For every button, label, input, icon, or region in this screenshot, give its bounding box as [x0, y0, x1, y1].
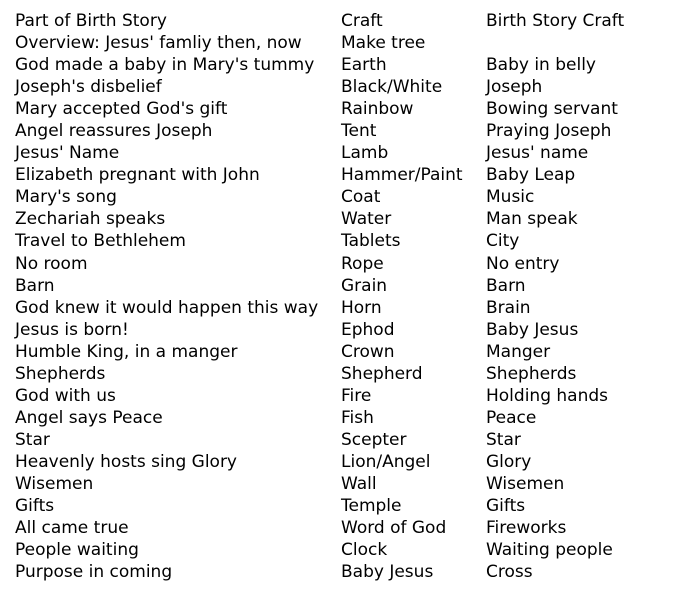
story-part-cell: Wisemen	[15, 474, 94, 494]
story-part-cell: God knew it would happen this way	[15, 297, 319, 318]
table-row	[15, 76, 685, 98]
birth-story-craft-cell: Waiting people	[486, 540, 613, 561]
birth-story-craft-cell: Peace	[486, 407, 537, 428]
birth-story-craft-cell: Music	[486, 187, 535, 208]
craft-cell: Hammer/Paint	[341, 165, 463, 186]
story-part-cell: God with us	[15, 385, 116, 406]
story-part-cell: Elizabeth pregnant with John	[15, 165, 260, 186]
craft-cell: Make tree	[341, 33, 426, 54]
craft-cell: Fish	[341, 407, 374, 428]
table-row	[15, 363, 685, 385]
table-row	[15, 319, 685, 341]
table-row	[15, 98, 685, 120]
birth-story-craft-cell: Baby Jesus	[486, 319, 579, 340]
birth-story-craft-cell: Jesus' name	[486, 143, 589, 164]
story-part-cell: Joseph's disbelief	[15, 77, 162, 98]
table-row	[15, 341, 685, 363]
craft-cell: Fire	[341, 385, 372, 406]
story-part-cell: Mary's song	[15, 187, 117, 208]
table-row	[15, 561, 685, 583]
craft-cell: Wall	[341, 474, 377, 494]
table-row	[15, 253, 685, 275]
craft-cell: Tent	[341, 121, 377, 142]
craft-cell: Earth	[341, 55, 387, 76]
birth-story-craft-cell: Brain	[486, 297, 531, 318]
table-row	[15, 451, 685, 473]
table-row	[15, 517, 685, 539]
table-row	[15, 429, 685, 451]
table-row	[15, 32, 685, 54]
table-row	[15, 539, 685, 561]
story-part-cell: Humble King, in a manger	[15, 341, 238, 362]
craft-cell: Lamb	[341, 143, 389, 164]
header-row	[15, 10, 685, 32]
birth-story-craft-cell: Fireworks	[486, 518, 567, 539]
birth-story-craft-cell: Baby Leap	[486, 165, 576, 186]
story-part-cell: God made a baby in Mary's tummy	[15, 55, 315, 76]
birth-story-craft-cell: Wisemen	[486, 474, 565, 494]
table-body	[15, 32, 685, 583]
story-part-cell: Angel reassures Joseph	[15, 121, 213, 142]
birth-story-craft-cell: Cross	[486, 562, 533, 583]
table-row	[15, 473, 685, 495]
birth-story-craft-cell: Praying Joseph	[486, 121, 612, 142]
craft-cell: Clock	[341, 540, 388, 561]
craft-cell: Rainbow	[341, 99, 414, 120]
craft-cell: Horn	[341, 297, 382, 318]
birth-story-craft-cell: Man speak	[486, 209, 578, 230]
birth-story-craft-cell: Star	[486, 429, 521, 450]
header-craft: Craft	[341, 11, 383, 32]
header-part-of-birth-story: Part of Birth Story	[15, 11, 167, 32]
craft-cell: Scepter	[341, 429, 407, 450]
table-row	[15, 142, 685, 164]
craft-cell: Black/White	[341, 77, 443, 98]
table-row	[15, 275, 685, 297]
craft-cell: Crown	[341, 341, 395, 362]
table-row	[15, 230, 685, 252]
story-part-cell: Travel to Bethlehem	[15, 231, 186, 252]
table-row	[15, 54, 685, 76]
story-part-cell: Jesus is born!	[15, 319, 129, 340]
story-part-cell: Barn	[15, 275, 55, 296]
craft-cell: Tablets	[341, 231, 401, 252]
table-row	[15, 164, 685, 186]
table-row	[15, 208, 685, 230]
story-part-cell: Shepherds	[15, 363, 106, 384]
craft-cell: Word of God	[341, 518, 447, 539]
story-part-cell: Mary accepted God's gift	[15, 99, 228, 120]
table-row	[15, 120, 685, 142]
birth-story-craft-cell: Glory	[486, 451, 532, 472]
craft-cell: Ephod	[341, 319, 395, 340]
birth-story-table	[15, 10, 685, 583]
birth-story-craft-cell: Holding hands	[486, 385, 609, 406]
craft-cell: Temple	[341, 496, 402, 517]
craft-cell: Baby Jesus	[341, 562, 434, 583]
table-row	[15, 186, 685, 208]
craft-cell: Coat	[341, 187, 381, 208]
story-part-cell: Purpose in coming	[15, 562, 173, 583]
birth-story-craft-cell	[486, 32, 685, 54]
story-part-cell: Star	[15, 429, 50, 450]
story-part-cell: All came true	[15, 518, 129, 539]
birth-story-craft-cell: No entry	[486, 253, 560, 274]
birth-story-craft-cell: Bowing servant	[486, 99, 618, 120]
birth-story-craft-cell: Joseph	[486, 77, 543, 98]
birth-story-craft-cell: Manger	[486, 341, 551, 362]
table-row	[15, 297, 685, 319]
story-part-cell: Zechariah speaks	[15, 209, 166, 230]
story-part-cell: No room	[15, 253, 88, 274]
craft-cell: Shepherd	[341, 363, 423, 384]
story-part-cell: Heavenly hosts sing Glory	[15, 451, 237, 472]
table-row	[15, 495, 685, 517]
story-part-cell: Gifts	[15, 496, 55, 517]
birth-story-craft-cell: City	[486, 231, 520, 252]
birth-story-craft-cell: Gifts	[486, 496, 526, 517]
header-birth-story-craft: Birth Story Craft	[486, 11, 625, 32]
craft-cell: Rope	[341, 253, 384, 274]
birth-story-craft-cell: Baby in belly	[486, 55, 596, 76]
table-row	[15, 407, 685, 429]
table-row	[15, 385, 685, 407]
story-part-cell: Jesus' Name	[15, 143, 120, 164]
story-part-cell: People waiting	[15, 540, 139, 561]
birth-story-craft-cell: Shepherds	[486, 363, 577, 384]
craft-cell: Grain	[341, 275, 388, 296]
birth-story-craft-cell: Barn	[486, 275, 526, 296]
story-part-cell: Overview: Jesus' famliy then, now	[15, 33, 302, 54]
story-part-cell: Angel says Peace	[15, 407, 163, 428]
craft-cell: Water	[341, 209, 392, 230]
craft-cell: Lion/Angel	[341, 451, 431, 472]
